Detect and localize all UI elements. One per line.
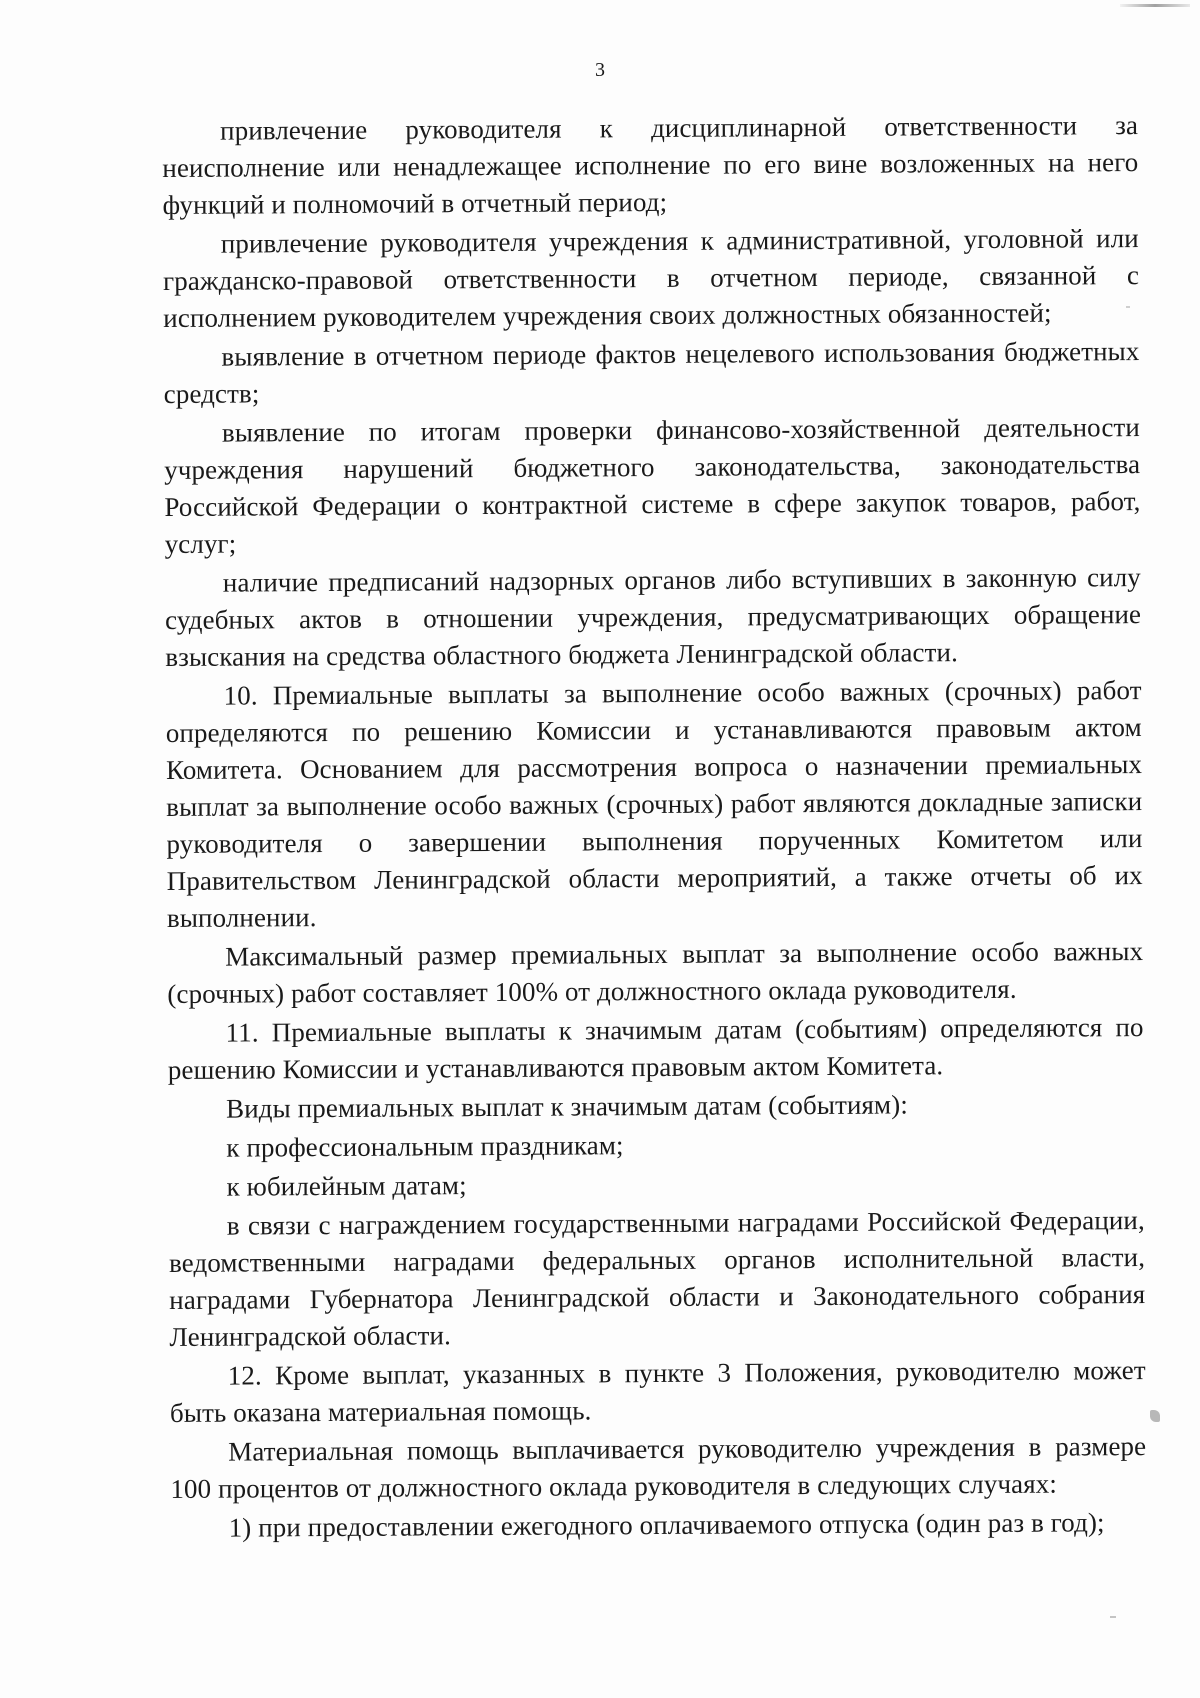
scan-artifact — [1150, 1410, 1160, 1422]
paragraph: Максимальный размер премиальных выплат за выполнение особо важных (срочных) работ составляет 100% от должностного оклада руководителя. — [167, 936, 1144, 1009]
paragraph: выявление по итогам проверки финансово-хозяйственной деятельности учреждения нарушений бюджетного законодательства, законодательства Российской Федерации о контрактной системе в сфере закупок товаров, работ, услуг; — [164, 412, 1141, 559]
paragraph: в связи с награждением государственными наградами Российской Федерации, ведомственными наградами федеральных органов исполнительной власти, наградами Губернатора Ленинградской области и Законодательного собрания Ленинградской области. — [168, 1205, 1146, 1352]
paragraph: 1) при предоставлении ежегодного оплачиваемого отпуска (один раз в год); — [228, 1507, 1105, 1543]
page-number: 3 — [595, 59, 605, 81]
paragraph: к профессиональным праздникам; — [226, 1130, 624, 1163]
paragraph: Виды премиальных выплат к значимым датам (событиям): — [225, 1089, 908, 1124]
paragraph: привлечение руководителя учреждения к административной, уголовной или гражданско-правовой ответственности в отчетном периоде, связанной с исполнением руководителем учреждения своих должностных обязанностей; — [162, 223, 1140, 333]
paragraph: выявление в отчетном периоде фактов нецелевого использования бюджетных средств; — [163, 336, 1140, 409]
paragraph: 12. Кроме выплат, указанных в пункте 3 Положения, руководителю может быть оказана материальная помощь. — [169, 1355, 1146, 1428]
paragraph: наличие предписаний надзорных органов либо вступивших в законную силу судебных актов в отношении учреждения, предусматривающих обращение взыскания на средства областного бюджета Ленинградской области. — [165, 562, 1142, 672]
paragraph: Материальная помощь выплачивается руководителю учреждения в размере 100 процентов от должностного оклада руководителя в следующих случаях: — [170, 1431, 1147, 1504]
paragraph: 11. Премиальные выплаты к значимым датам (событиям) определяются по решению Комиссии и устанавливаются правовым актом Комитета. — [167, 1012, 1144, 1085]
scan-artifact — [1110, 1616, 1116, 1618]
document-body — [162, 107, 1147, 1549]
paragraph: 10. Премиальные выплаты за выполнение особо важных (срочных) работ определяются по решению Комиссии и устанавливаются правовым актом Комитета. Основанием для рассмотрения вопроса о назначении премиальных выплат за выполнение особо важных (срочных) работ являются докладные записки руководителя о завершении выполнения порученных Комитетом или Правительством Ленинградской области мероприятий, а также отчеты об их выполнении. — [165, 675, 1143, 933]
paragraph: к юбилейным датам; — [226, 1170, 467, 1202]
paragraph: привлечение руководителя к дисциплинарной ответственности за неисполнение или ненадлежащее исполнение по его вине возложенных на него функций и полномочий в отчетный период; — [162, 110, 1139, 220]
scan-artifact — [1120, 4, 1190, 7]
